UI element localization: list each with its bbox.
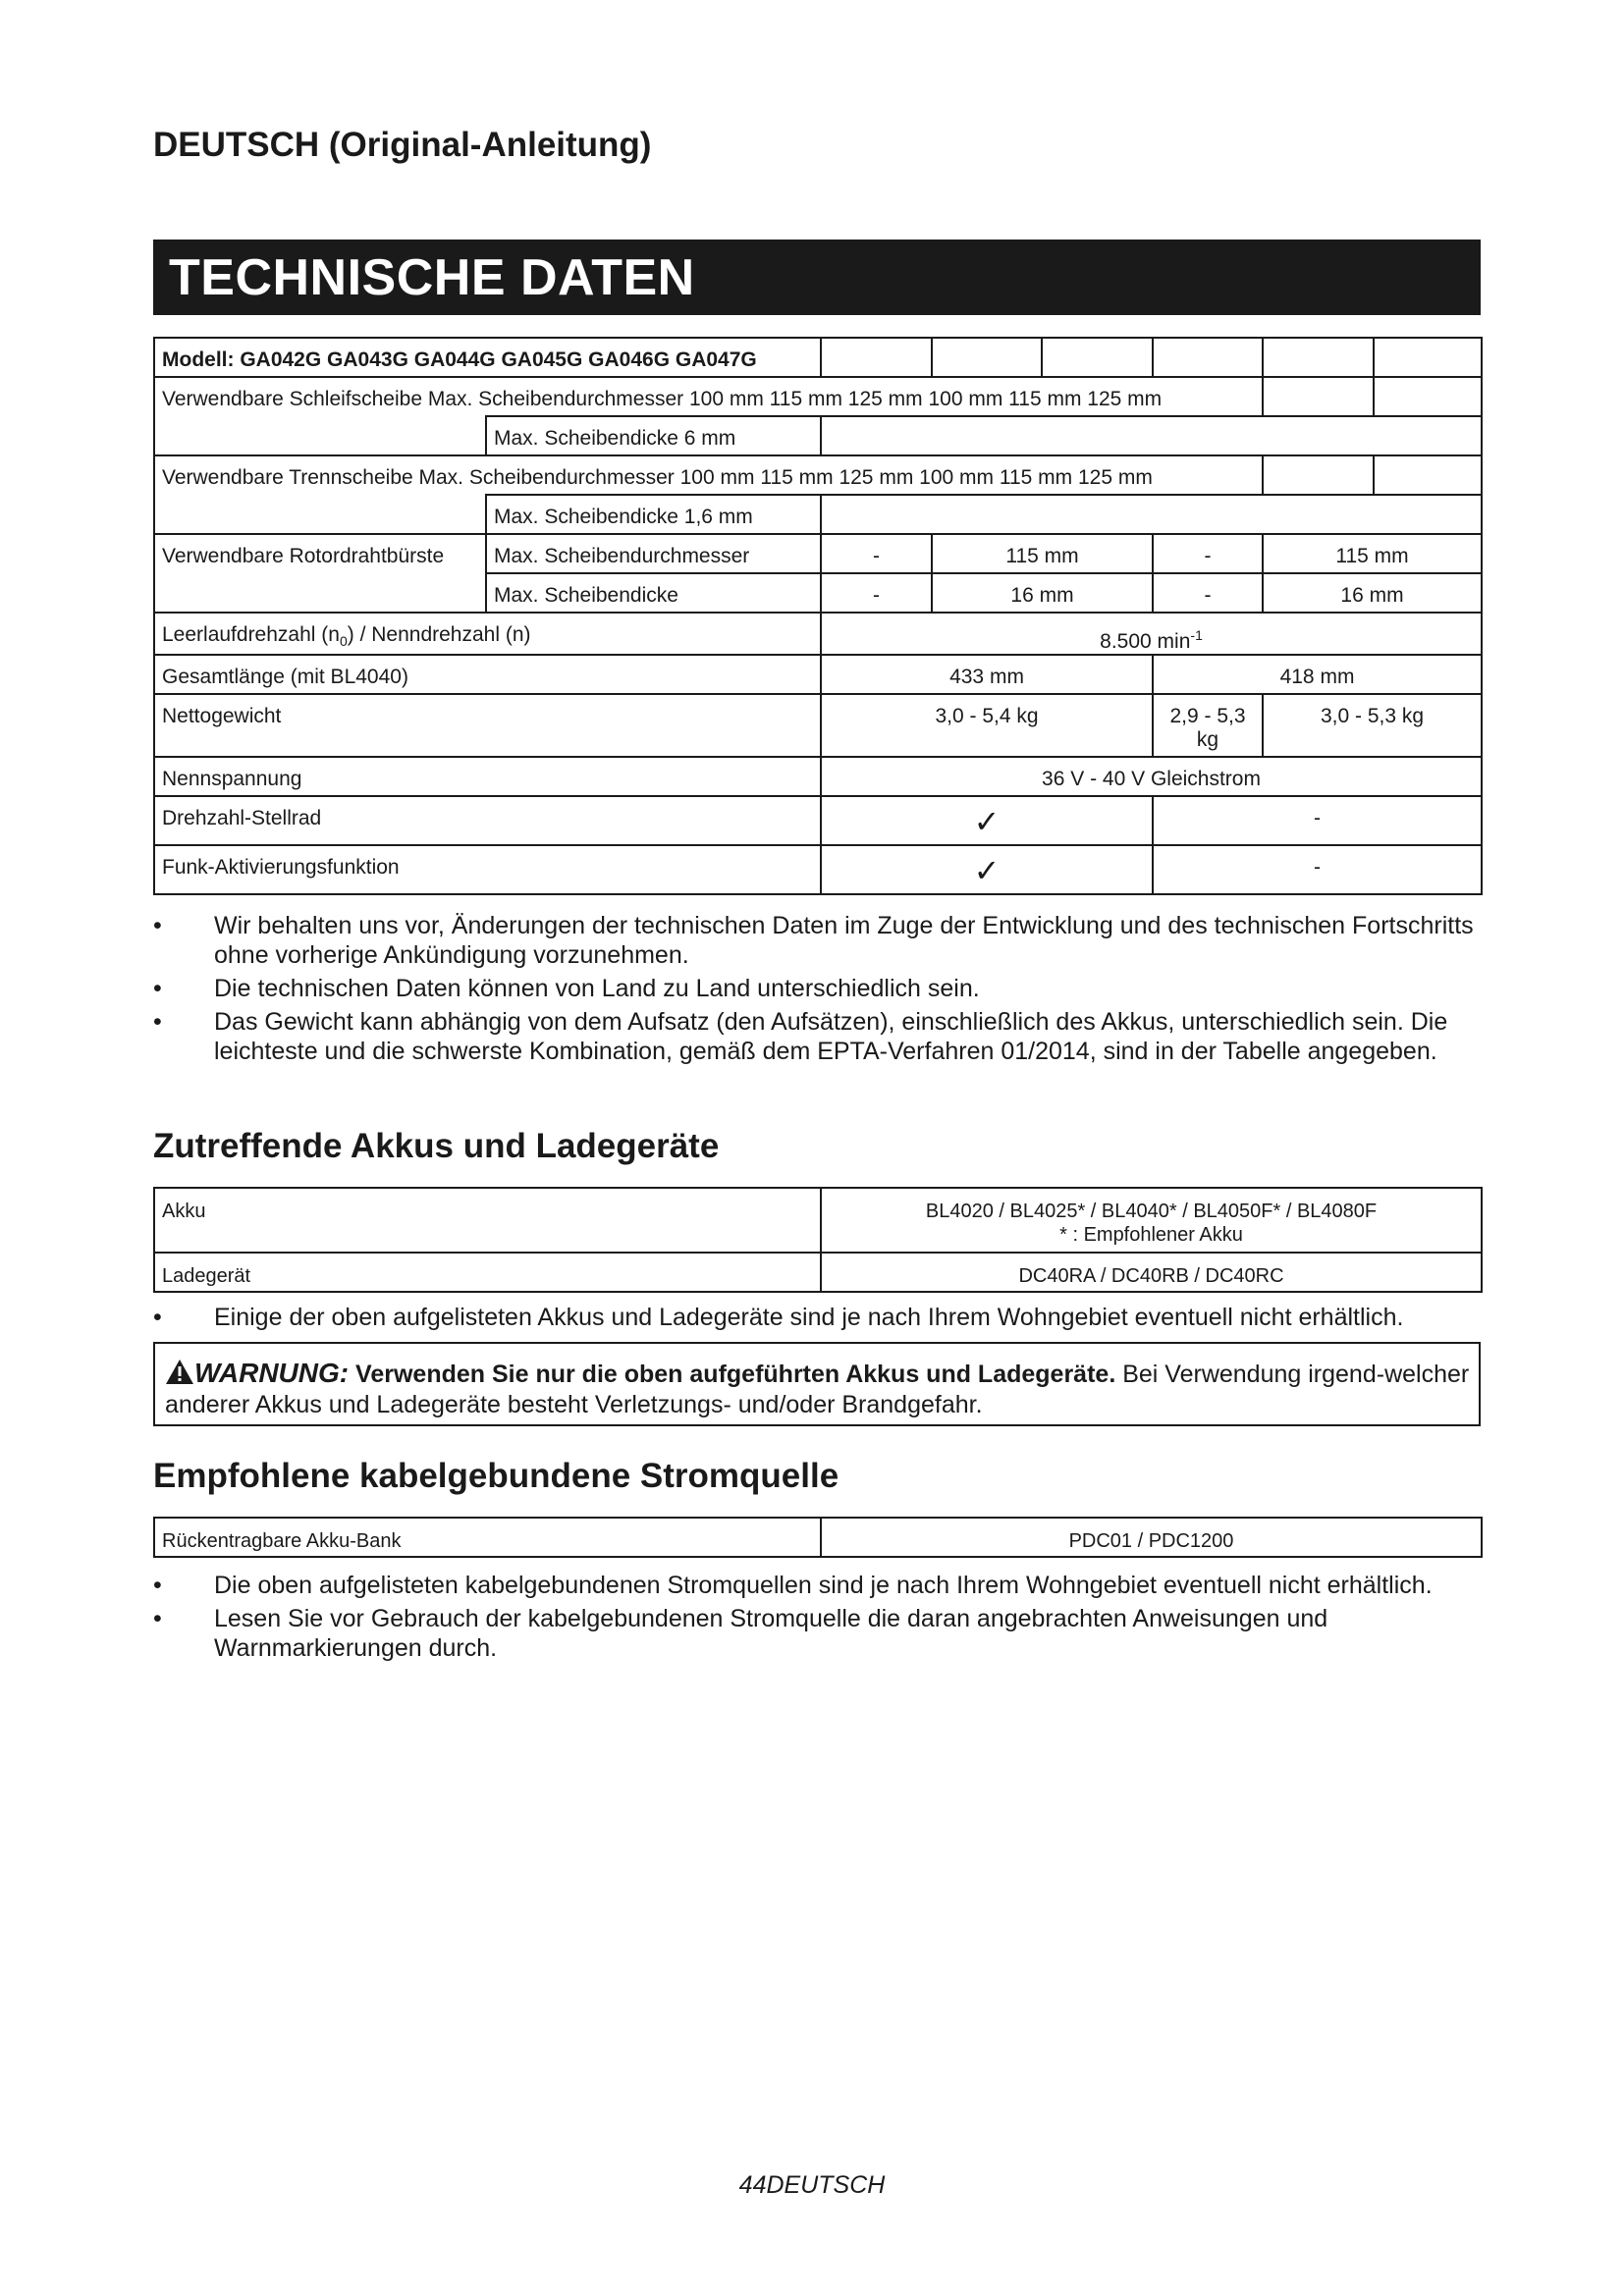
table-row (154, 416, 1482, 455)
length-label: Gesamtlänge (mit BL4040) (154, 655, 821, 694)
table-cell: - (1153, 845, 1482, 894)
list-item: • Lesen Sie vor Gebrauch der kabelgebundenen Stromquelle die daran angebrachten Anweisungen und Warnmarkierungen durch. (153, 1604, 1481, 1663)
power-source-label: Rückentragbare Akku-Bank (154, 1518, 821, 1557)
speed-dial-label: Drehzahl-Stellrad (154, 796, 821, 845)
table-row (154, 757, 1482, 796)
table-row (154, 534, 1482, 573)
table-row (154, 338, 1482, 377)
table-cell: 433 mm (821, 655, 1153, 694)
banner-title: TECHNISCHE DATEN (169, 249, 695, 306)
charger-label: Ladegerät (154, 1253, 821, 1292)
weight-label: Nettogewicht (154, 694, 821, 757)
table-row (154, 377, 1482, 416)
battery-label: Akku (154, 1188, 821, 1253)
batteries-heading: Zutreffende Akkus und Ladegeräte (153, 1127, 720, 1165)
power-source-notes (153, 1571, 1481, 1667)
table-cell: - (1153, 796, 1482, 845)
language-title: DEUTSCH (Original-Anleitung) (153, 126, 652, 164)
charger-value: DC40RA / DC40RB / DC40RC (821, 1253, 1482, 1292)
voltage-value: 36 V - 40 V Gleichstrom (821, 757, 1482, 796)
table-row (154, 1518, 1482, 1557)
list-item: • Einige der oben aufgelisteten Akkus und Ladegeräte sind je nach Ihrem Wohngebiet eventuell nicht erhältlich. (153, 1303, 1481, 1332)
table-row (154, 455, 1482, 495)
grinding-wheel-thickness: Max. Scheibendicke 6 mm (486, 416, 821, 455)
speed-value: 8.500 $\min^{-1}$ (821, 613, 1482, 655)
wire-brush-thickness-label: Max. Scheibendicke (486, 573, 821, 613)
voltage-label: Nennspannung (154, 757, 821, 796)
section-banner (153, 240, 1481, 315)
warning-box (153, 1342, 1481, 1426)
table-row (154, 495, 1482, 534)
table-row (154, 796, 1482, 845)
batteries-notes (153, 1303, 1481, 1336)
table-cell: - (1153, 534, 1263, 573)
cutoff-wheel-label: Verwendbare Trennscheibe Max. Scheibendurchmesser 100 mm 115 mm 125 mm 100 mm 115 mm 125 mm (154, 455, 1263, 495)
table-cell: 16 mm (1263, 573, 1482, 613)
table-cell: - (1153, 573, 1263, 613)
list-item: • Das Gewicht kann abhängig von dem Aufsatz (den Aufsätzen), einschließlich des Akkus, unterschiedlich sein. Die leichteste und die schwerste Kombination, gemäß dem EPTA-Verfahren 01/2014, sind in der Tabelle angegeben. (153, 1007, 1481, 1066)
table-cell: 418 mm (1153, 655, 1482, 694)
table-row (154, 1188, 1482, 1253)
table-cell: 16 mm (932, 573, 1153, 613)
spec-table (153, 337, 1483, 895)
wire-brush-label: Verwendbare Rotordrahtbürste (154, 534, 486, 613)
list-item: • Wir behalten uns vor, Änderungen der technischen Daten im Zuge der Entwicklung und des technischen Fortschritts ohne vorherige Ankündigung vorzunehmen. (153, 911, 1481, 970)
batteries-table (153, 1187, 1483, 1293)
warning-text: WARNUNG: Verwenden Sie nur die oben aufgeführten Akkus und Ladegeräte. Bei Verwendung irgend-welcher anderer Akkus und Ladegeräte besteht Verletzungs- und/oder Brandgefahr. (165, 1358, 1470, 1418)
spec-notes (153, 911, 1481, 1070)
table-cell: 2,9 - 5,3 kg (1153, 694, 1263, 757)
speed-label: Leerlaufdrehzahl $(n_0)$ / Nenndrehzahl (n) (154, 613, 821, 655)
check-icon: ✓ (821, 845, 1153, 894)
table-row (154, 655, 1482, 694)
warning-icon (165, 1359, 194, 1385)
table-cell: 115 mm (1263, 534, 1482, 573)
table-cell: 115 mm (932, 534, 1153, 573)
wire-brush-diameter-label: Max. Scheibendurchmesser (486, 534, 821, 573)
table-cell: - (821, 534, 932, 573)
list-item: • Die oben aufgelisteten kabelgebundenen Stromquellen sind je nach Ihrem Wohngebiet eventuell nicht erhältlich. (153, 1571, 1481, 1600)
page-footer: 44DEUTSCH (738, 2171, 886, 2199)
table-row (154, 845, 1482, 894)
table-cell: 3,0 - 5,3 kg (1263, 694, 1482, 757)
table-row (154, 613, 1482, 655)
model-cell: Modell: GA042G GA043G GA044G GA045G GA046G GA047G (154, 338, 821, 377)
check-icon: ✓ (821, 796, 1153, 845)
cutoff-wheel-thickness: Max. Scheibendicke 1,6 mm (486, 495, 821, 534)
list-item: • Die technischen Daten können von Land zu Land unterschiedlich sein. (153, 974, 1481, 1003)
table-row (154, 694, 1482, 757)
table-cell: 3,0 - 5,4 kg (821, 694, 1153, 757)
table-row (154, 1253, 1482, 1292)
power-source-heading: Empfohlene kabelgebundene Stromquelle (153, 1457, 839, 1495)
table-cell: - (821, 573, 932, 613)
power-source-table (153, 1517, 1483, 1558)
power-source-value: PDC01 / PDC1200 (821, 1518, 1482, 1557)
wireless-label: Funk-Aktivierungsfunktion (154, 845, 821, 894)
battery-value: BL4020 / BL4025* / BL4040* / BL4050F* / BL4080F * : Empfohlener Akku (821, 1188, 1482, 1253)
grinding-wheel-label: Verwendbare Schleifscheibe Max. Scheibendurchmesser 100 mm 115 mm 125 mm 100 mm 115 mm 125 mm (154, 377, 1263, 416)
